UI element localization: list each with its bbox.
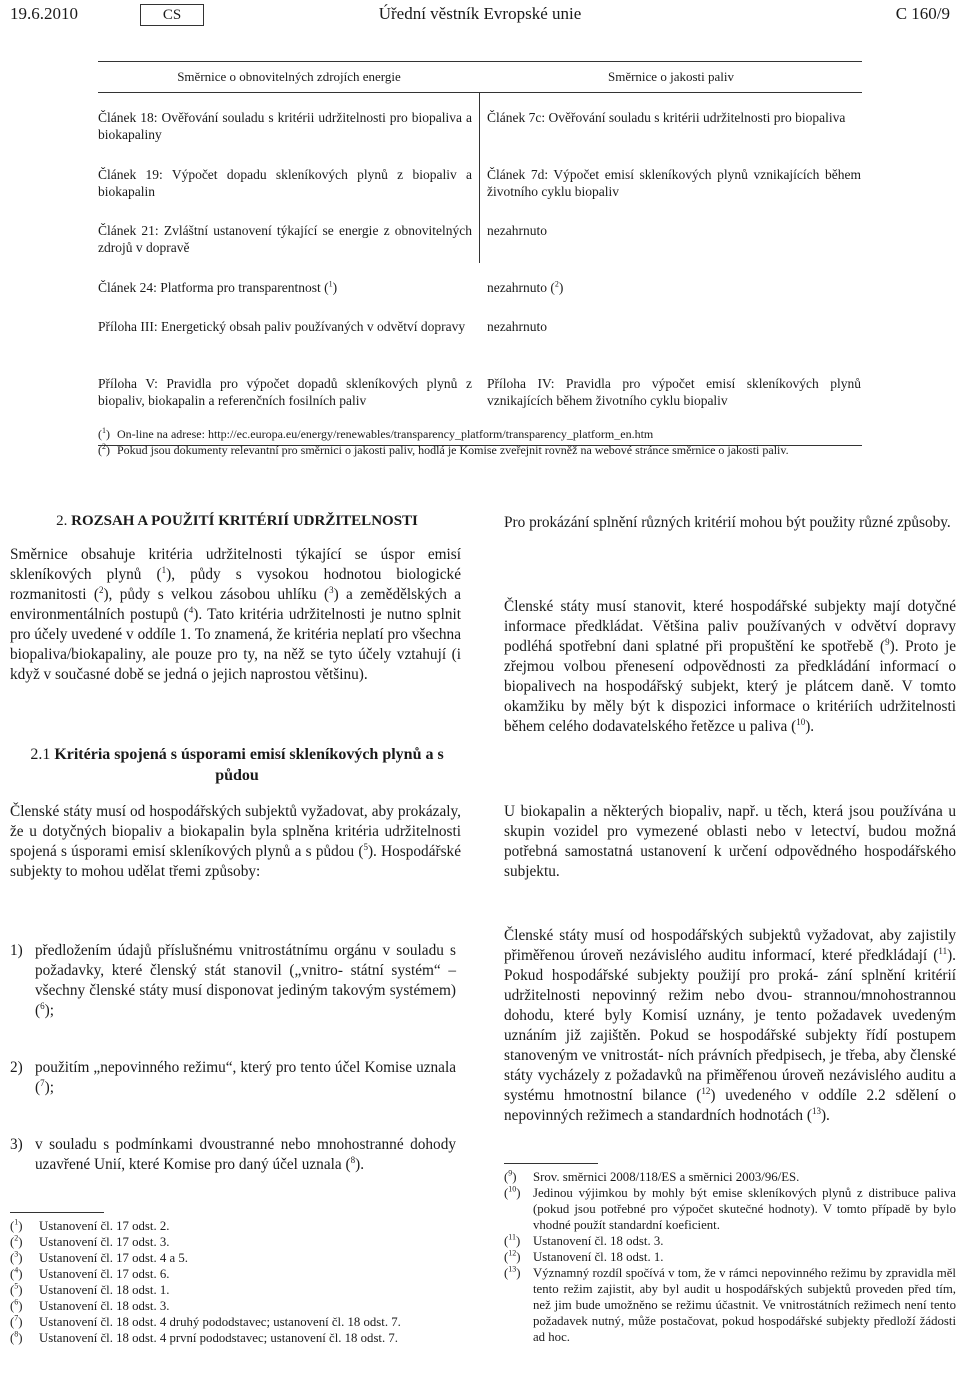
- footnote-number: ($^{13}$): [504, 1264, 521, 1280]
- footnote-number: ($^6$): [10, 1297, 23, 1313]
- paragraph: Členské státy musí stanovit, které hospodářské subjekty mají dotyčné informace předkládat. Většina paliv používaných v odvětví dopravy podléhá spotřební dani splatné při propuštění ke spotřebě ($^9$). Proto je zřejmou volbou přenesení odpovědnosti za předkládání informací o biopalivech na hospodářský subjekt, který je plátcem daně. V tomto okamžiku by měly být k dispozici informace o kritériích udržitelnosti během celého dodavatelského řetězce u paliva ($^{10}$).: [504, 598, 956, 735]
- page-number: C 160/9: [895, 4, 950, 23]
- language-badge: CS: [140, 4, 204, 26]
- footnote-number: ($^8$): [10, 1329, 23, 1345]
- table-cell: nezahrnuto: [487, 319, 547, 334]
- footnote-text: Ustanovení čl. 18 odst. 4 druhý pododstavec; ustanovení čl. 18 odst. 7.: [39, 1315, 401, 1329]
- footnote: [10, 1298, 456, 1314]
- footnotes-left: [10, 1218, 456, 1346]
- list-item: 1) předložením údajů příslušnému vnitrostátnímu orgánu v souladu s požadavky, které členský stát stanovil („vnitro- státní systém“ – všechny členské státy musí disponovat jediným takovým systémem) ($^6$);: [10, 942, 456, 1019]
- table-cell: Článek 19: Výpočet dopadu skleníkových plynů z biopaliv a biokapalin: [98, 167, 472, 199]
- footnote-number: ($^1$): [10, 1217, 23, 1233]
- paragraph: Členské státy musí od hospodářských subjektů vyžadovat, aby zajistily přiměřenou úroveň nezávislého auditu informací, které předkládají ($^{11}$). Pokud hospodářské subjekty použijí pro proká- zání splnění kritérií udržitelnosti nepovinný režim nebo dvou- strannou/mnohostrannou dohodu, které byly Komisí uznány, je tento požadavek uvedeným uznáním již zajištěn. Pokud se hospodářské subjekty řídí postupem stanoveným ve vnitrostát- ních právních předpisech, je třeba, aby členské státy vycházely z požadavků na přiměřenou úroveň nezávislého auditu a systému hmotnostní bilance ($^{12}$) uvedeného v oddíle 2.2 sdělení o nepovinných režimech a standardních hodnotách ($^{13}$).: [504, 927, 957, 1124]
- table-footnote: ($^1$) On-line na adrese: http://ec.europa.eu/energy/renewables/transparency_platform/transparency_platform_en.htm ($^2$) Pokud jsou dokumenty relevantní pro směrnici o jakosti paliv, hodlá je Komise zveřejnit rovněž na webové stránce směrnice o jakosti paliv.: [98, 426, 789, 457]
- footnote-text: Ustanovení čl. 17 odst. 4 a 5.: [39, 1251, 188, 1265]
- footnote-number: ($^5$): [10, 1281, 23, 1297]
- footnote-number: ($^7$): [10, 1313, 23, 1329]
- issue-date: 19.6.2010: [10, 4, 78, 23]
- footnote-text: Ustanovení čl. 18 odst. 1.: [39, 1283, 170, 1297]
- footnote: [504, 1249, 956, 1265]
- footnote: [10, 1282, 456, 1298]
- footnote-text: Ustanovení čl. 18 odst. 3.: [533, 1234, 664, 1248]
- footnote-number: ($^{12}$): [504, 1248, 521, 1264]
- footnote-number: ($^3$): [10, 1249, 23, 1265]
- footnote: [504, 1185, 956, 1233]
- table-cell: Příloha III: Energetický obsah paliv používaných v odvětví dopravy: [98, 319, 466, 334]
- footnote: [10, 1266, 456, 1282]
- footnote: [10, 1234, 456, 1250]
- table-cell: nezahrnuto ($^2$): [487, 279, 564, 295]
- footnote: [10, 1218, 456, 1234]
- table-cell: Článek 24: Platforma pro transparentnost ($^1$): [98, 279, 338, 295]
- table-header-right: Směrnice o jakosti paliv: [607, 69, 734, 84]
- section-heading: 2. ROZSAH A POUŽITÍ KRITÉRIÍ UDRŽITELNOSTI: [56, 513, 418, 529]
- paragraph: Pro prokázání splnění různých kritérií mohou být použity různé způsoby.: [504, 514, 951, 531]
- table-header-row: [98, 62, 862, 93]
- footnote-text: Jedinou výjimkou by mohly být emise skleníkových plynů z distribuce paliva (pokud jsou potřebné pro výpočet skutečné hodnoty). V tomto případě by bylo vhodné použít standardní koeficient.: [533, 1186, 956, 1232]
- footnote-number: ($^{10}$): [504, 1184, 521, 1200]
- footnote: [504, 1233, 956, 1249]
- table-body: [98, 93, 862, 445]
- page-header: [10, 4, 950, 28]
- paragraph: U biokapalin a některých biopaliv, např. u těch, která jsou používána u skupin vozidel pro vymezené oblasti nebo v letectví, budou možná potřebná samostatná ustanovení k určení odpovědného hospodářského subjektu.: [504, 803, 956, 880]
- footnote: [504, 1169, 956, 1185]
- subsection-heading: 2.1 Kritéria spojená s úsporami emisí skleníkových plynů a s půdou: [30, 746, 444, 784]
- table-cell: Příloha IV: Pravidla pro výpočet emisí skleníkových plynů vznikajících během životního cyklu biopaliv: [487, 376, 861, 408]
- footnote: [10, 1330, 456, 1346]
- footnote-text: Ustanovení čl. 18 odst. 4 první pododstavec; ustanovení čl. 18 odst. 7.: [39, 1331, 398, 1345]
- footnote: [504, 1265, 956, 1345]
- footnote: [10, 1250, 456, 1266]
- table-divider: [479, 93, 480, 263]
- paragraph: Směrnice obsahuje kritéria udržitelnosti týkající se úspor emisí skleníkových plynů ($^1$), půdy s vysokou hodnotou biologické rozmanitosti ($^2$), půdy s velkou zásobou uhlíku ($^3$) a zemědělských a environmentálních postupů ($^4$). Tato kritéria udržitelnosti je nutno splnit pro účely uvedené v oddíle 1. To znamená, že kritéria neplatí pro všechna biopaliva/biokapaliny, ale pouze pro ty, na něž se tyto účely vztahují (i když v současné době se jedná o jejich naprostou většinu).: [10, 546, 462, 683]
- list-item: 3) v souladu s podmínkami dvoustranné nebo mnohostranné dohody uzavřené Unií, které Komise pro daný účel uznala ($^8$).: [10, 1136, 456, 1173]
- table-cell: nezahrnuto: [487, 223, 547, 238]
- table-cell: Článek 18: Ověřování souladu s kritérii udržitelnosti pro biopaliva a biokapaliny: [98, 110, 472, 142]
- table-cell: Článek 7d: Výpočet emisí skleníkových plynů vznikajících během životního cyklu biopaliv: [487, 167, 861, 199]
- footnote-text: Ustanovení čl. 17 odst. 3.: [39, 1235, 170, 1249]
- footnote-text: Ustanovení čl. 17 odst. 2.: [39, 1219, 170, 1233]
- journal-title: Úřední věstník Evropské unie: [378, 4, 582, 23]
- footnote-text: Významný rozdíl spočívá v tom, že v rámci nepovinného režimu by zpravidla měl tento režim zajistit, aby byl audit u hospodářských subjektů proveden před tím, než jim bude umožněno se režimu účastnit. Ve vnitrostátních režimech není tento požadavek nutný, může postačovat, pokud hospodářské subjekty předloží žádosti ad hoc.: [533, 1266, 956, 1344]
- footnote-number: ($^9$): [504, 1168, 517, 1184]
- footnote-text: Ustanovení čl. 18 odst. 3.: [39, 1299, 170, 1313]
- table-header-left: Směrnice o obnovitelných zdrojích energie: [177, 69, 401, 84]
- footnote-number: ($^4$): [10, 1265, 23, 1281]
- footnote-separator: [504, 1163, 598, 1164]
- footnotes-right: [504, 1169, 956, 1345]
- footnote-number: ($^{11}$): [504, 1232, 521, 1248]
- list-item: 2) použitím „nepovinného režimu“, který pro tento účel Komise uznala ($^7$);: [10, 1059, 456, 1096]
- table-cell: Článek 21: Zvláštní ustanovení týkající se energie z obnovitelných zdrojů v dopravě: [98, 223, 472, 255]
- footnote-number: ($^2$): [10, 1233, 23, 1249]
- footnote-separator: [10, 1212, 104, 1213]
- paragraph: Členské státy musí od hospodářských subjektů vyžadovat, aby prokázaly, že u dotyčných biopaliv a biokapalin byla splněna kritéria udržitelnosti spojená s úsporami emisí skleníkových plynů a s půdou ($^5$). Hospodářské subjekty to mohou udělat třemi způsoby:: [10, 803, 461, 880]
- comparison-table: [98, 61, 862, 446]
- table-cell: Příloha V: Pravidla pro výpočet dopadů skleníkových plynů z biopaliv, biokapalin a referenčních fosilních paliv: [98, 376, 472, 408]
- table-cell: Článek 7c: Ověřování souladu s kritérii udržitelnosti pro biopaliva: [487, 110, 846, 125]
- footnote-text: Ustanovení čl. 17 odst. 6.: [39, 1267, 170, 1281]
- footnote-text: Ustanovení čl. 18 odst. 1.: [533, 1250, 664, 1264]
- footnote-text: Srov. směrnici 2008/118/ES a směrnici 2003/96/ES.: [533, 1170, 800, 1184]
- footnote: [10, 1314, 456, 1330]
